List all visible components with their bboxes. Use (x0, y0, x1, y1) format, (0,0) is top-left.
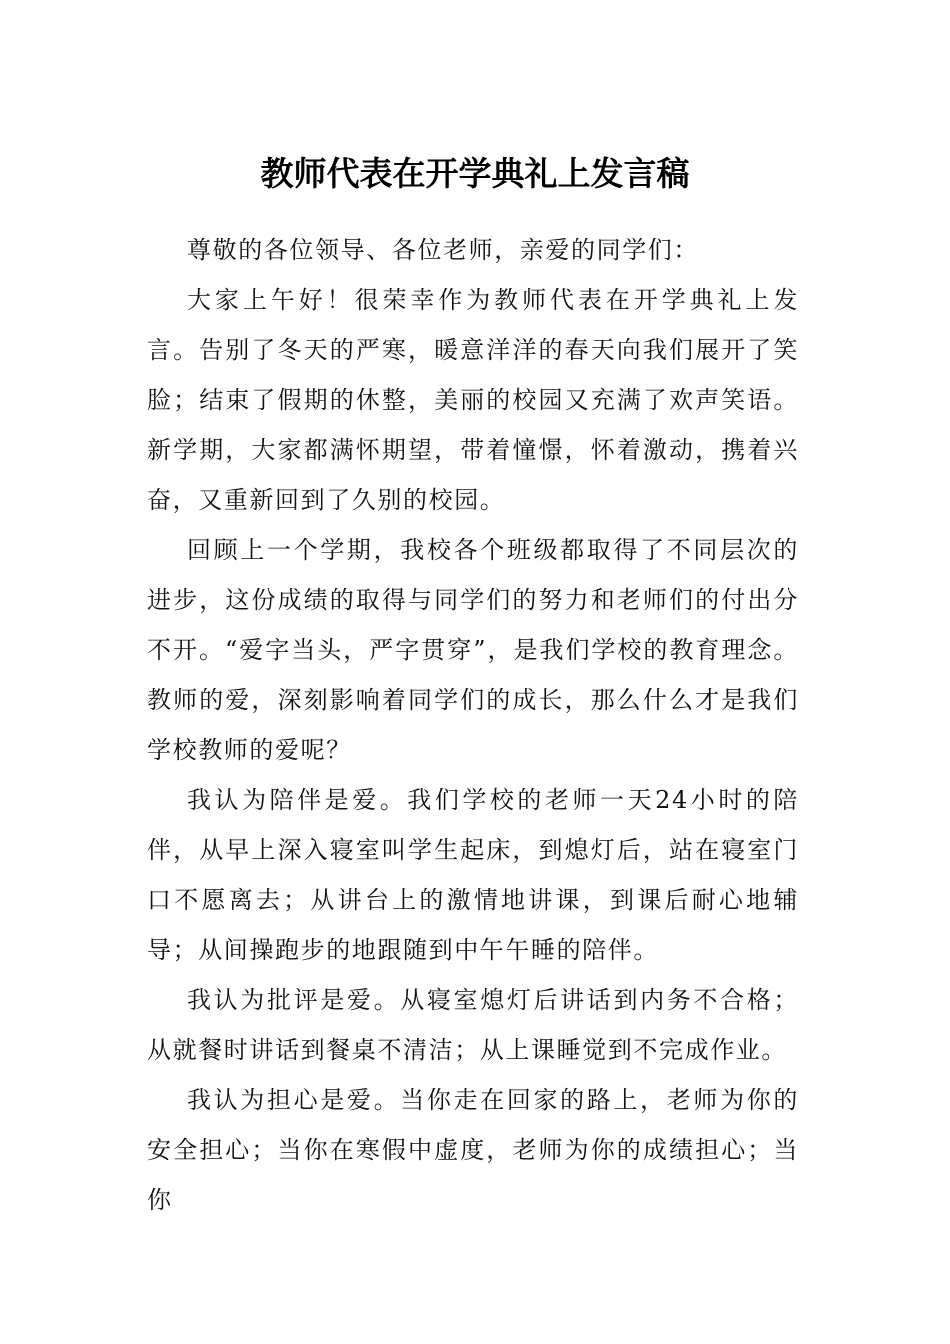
paragraph-review: 回顾上一个学期，我校各个班级都取得了不同层次的进步，这份成绩的取得与同学们的努力和老师们的付出分不开。“爱字当头，严字贯穿”，是我们学校的教育理念。教师的爱，深刻影响着同学们的成长，那么什么才是我们学校教师的爱呢？ (147, 536, 799, 764)
paragraph-criticism: 我认为批评是爱。从寝室熄灯后讲话到内务不合格；从就餐时讲话到餐桌不清洁；从上课睡觉到不完成作业。 (147, 986, 799, 1064)
paragraph-salutation: 尊敬的各位领导、各位老师，亲爱的同学们： (187, 236, 699, 264)
paragraph-worry: 我认为担心是爱。当你走在回家的路上，老师为你的安全担心；当你在寒假中虚度，老师为你的成绩担心；当你 (147, 1086, 799, 1214)
paragraph-greeting: 大家上午好！很荣幸作为教师代表在开学典礼上发言。告别了冬天的严寒，暖意洋洋的春天向我们展开了笑脸；结束了假期的休整，美丽的校园又充满了欢声笑语。新学期，大家都满怀期望，带着憧憬，怀着激动，携着兴奋，又重新回到了久别的校园。 (147, 286, 799, 514)
document-body (147, 225, 799, 1225)
document-title: 教师代表在开学典礼上发言稿 (260, 154, 690, 194)
paragraph-companionship: 我认为陪伴是爱。我们学校的老师一天24小时的陪伴，从早上深入寝室叫学生起床，到熄灯后，站在寝室门口不愿离去；从讲台上的激情地讲课，到课后耐心地辅导；从间操跑步的地跟随到中午午睡的陪伴。 (147, 786, 799, 964)
